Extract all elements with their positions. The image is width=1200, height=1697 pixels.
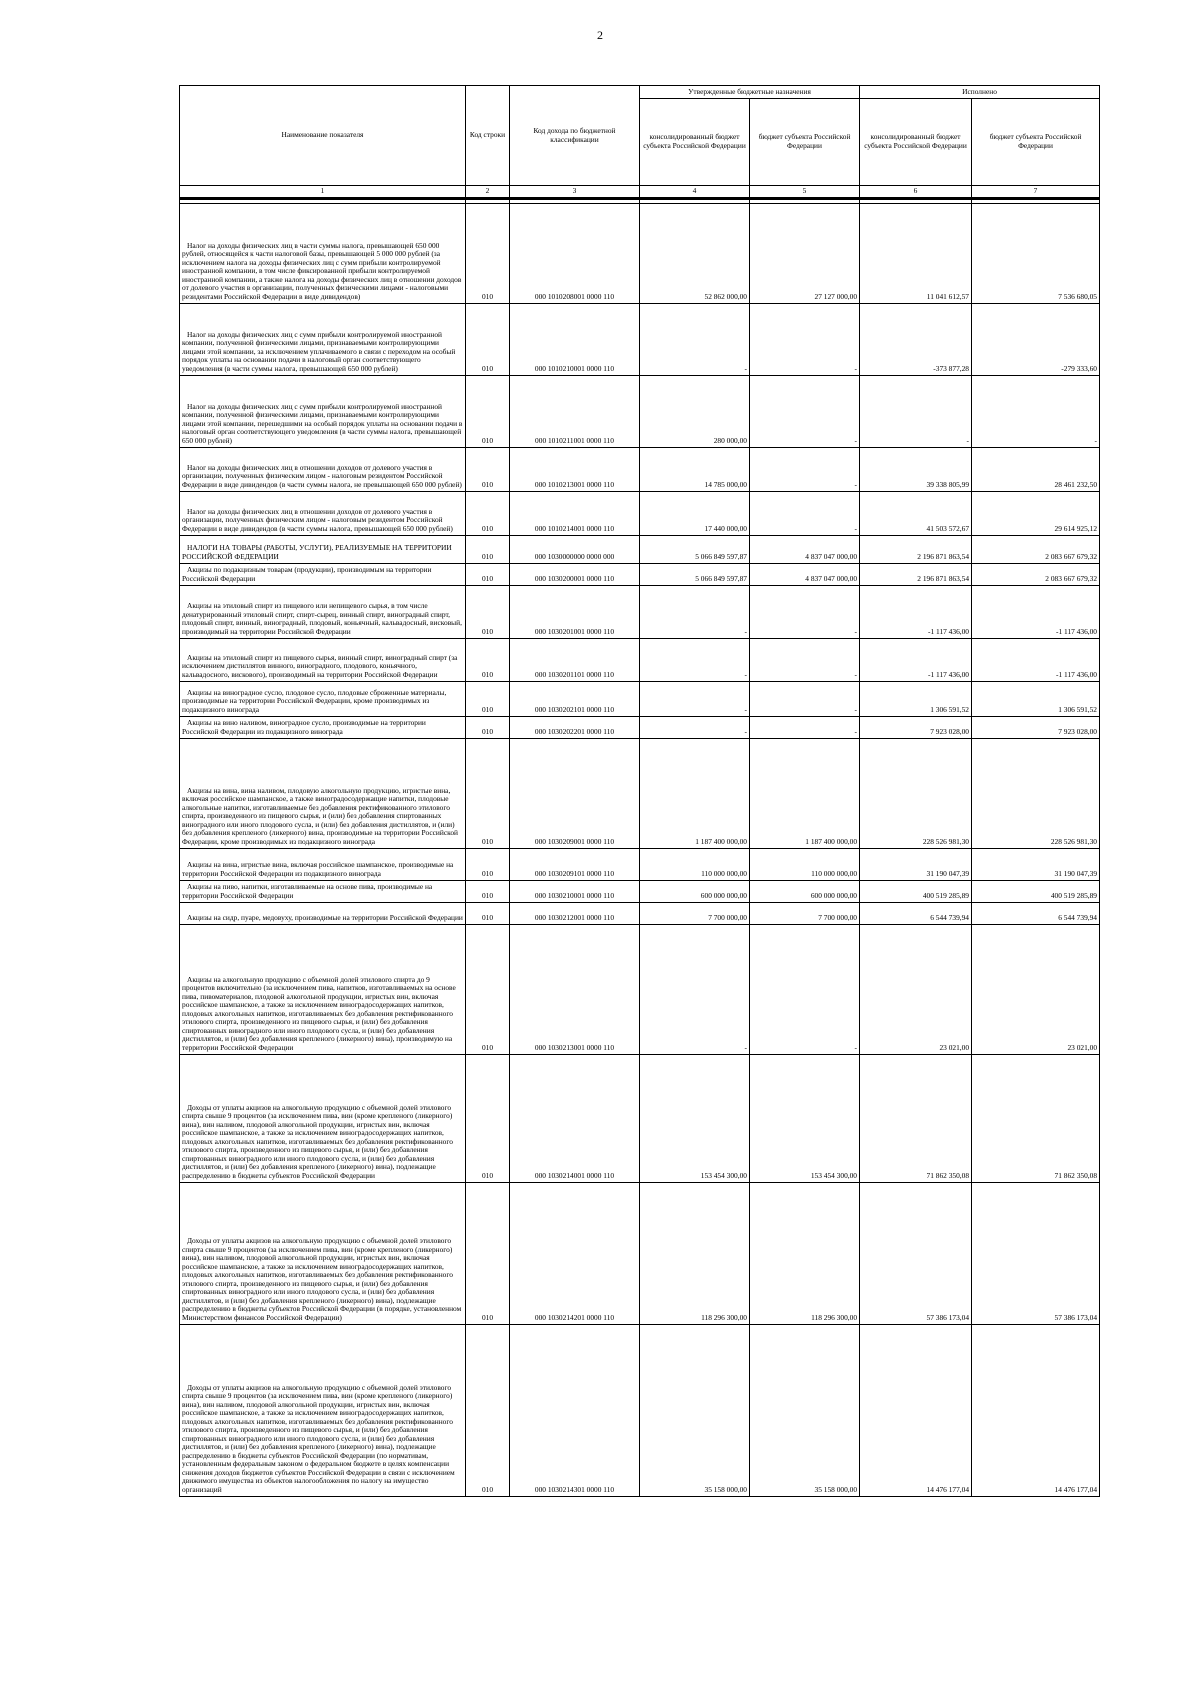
page-number: 2 (597, 28, 603, 42)
row-executed-subject: 7 923 028,00 (972, 716, 1100, 738)
row-line-code: 010 (466, 716, 510, 738)
row-line-code: 010 (466, 535, 510, 563)
row-income-code: 000 1030201101 0000 110 (510, 638, 640, 681)
row-executed-consolidated: 6 544 739,94 (860, 902, 972, 924)
table-row (180, 738, 1100, 848)
row-executed-subject: 31 190 047,39 (972, 848, 1100, 880)
row-name-text: Доходы от уплаты акцизов на алкогольную продукцию с объемной долей этилового спирта свыше 9 процентов (за исключением пива, вин (кроме крепленого (ликерного) вина), вин наливом, плодовой алкогольной продукции, игристых вин, включая российское шампанское, а также за исключением виноградосодержащих напитков, плодовых алкогольных напитков, изготавливаемых без добавления ректификованного этилового спирта, произведенного из пищевого сырья, и (или) без добавления спиртованных виноградного или иного плодового сусла, и (или) без добавления дистиллятов, и (или) без добавления крепленого (ликерного) вина), подлежащие распределению в бюджеты субъектов Российской Федерации (по нормативам, установленным федеральным законом о федеральном бюджете в целях компенсации снижения доходов бюджетов субъектов Российской Федерации в связи с исключением движимого имущества из объектов налогообложения по налогу на имущество организаций (182, 1382, 455, 1494)
row-approved-subject: - (750, 375, 860, 447)
row-approved-subject: 1 187 400 000,00 (750, 738, 860, 848)
row-approved-subject: 7 700 000,00 (750, 902, 860, 924)
row-name (180, 303, 466, 375)
row-line-code: 010 (466, 1182, 510, 1324)
column-number: 7 (972, 186, 1100, 199)
row-income-code: 000 1030202101 0000 110 (510, 681, 640, 716)
row-name (180, 491, 466, 535)
row-approved-subject: - (750, 638, 860, 681)
row-line-code: 010 (466, 902, 510, 924)
row-line-code: 010 (466, 848, 510, 880)
row-executed-subject: 28 461 232,50 (972, 447, 1100, 491)
column-number: 6 (860, 186, 972, 199)
row-approved-consolidated: - (640, 303, 750, 375)
row-approved-consolidated: 7 700 000,00 (640, 902, 750, 924)
row-approved-consolidated: 14 785 000,00 (640, 447, 750, 491)
row-line-code: 010 (466, 203, 510, 303)
row-approved-consolidated: 17 440 000,00 (640, 491, 750, 535)
row-executed-consolidated: - (860, 375, 972, 447)
row-income-code: 000 1030200001 0000 110 (510, 563, 640, 585)
row-executed-consolidated: 71 862 350,08 (860, 1054, 972, 1182)
row-name (180, 375, 466, 447)
row-name (180, 924, 466, 1054)
table-row (180, 447, 1100, 491)
row-approved-subject: - (750, 447, 860, 491)
row-income-code: 000 1030202201 0000 110 (510, 716, 640, 738)
table-row (180, 203, 1100, 303)
row-line-code: 010 (466, 585, 510, 638)
row-name (180, 902, 466, 924)
row-line-code: 010 (466, 1324, 510, 1496)
row-approved-consolidated: - (640, 638, 750, 681)
table-row (180, 1054, 1100, 1182)
row-income-code: 000 1030201001 0000 110 (510, 585, 640, 638)
row-approved-consolidated: 600 000 000,00 (640, 880, 750, 902)
row-approved-subject: - (750, 585, 860, 638)
row-line-code: 010 (466, 447, 510, 491)
column-number: 4 (640, 186, 750, 199)
row-income-code: 000 1030214301 0000 110 (510, 1324, 640, 1496)
row-executed-subject: -279 333,60 (972, 303, 1100, 375)
row-approved-subject: - (750, 924, 860, 1054)
row-executed-consolidated: 41 503 572,67 (860, 491, 972, 535)
row-approved-subject: - (750, 681, 860, 716)
row-name (180, 585, 466, 638)
row-name-text: Акцизы на этиловый спирт из пищевого сырья, винный спирт, виноградный спирт (за исключением дистиллятов винного, виноградного, плодового, коньячного, кальвадосного, вискового), производимый на территории Российской Федерации (182, 652, 458, 679)
row-name (180, 716, 466, 738)
row-executed-subject: 57 386 173,04 (972, 1182, 1100, 1324)
row-executed-consolidated: -373 877,28 (860, 303, 972, 375)
row-executed-subject: -1 117 436,00 (972, 585, 1100, 638)
row-line-code: 010 (466, 563, 510, 585)
row-approved-subject: 153 454 300,00 (750, 1054, 860, 1182)
row-name-text: Доходы от уплаты акцизов на алкогольную продукцию с объемной долей этилового спирта свыше 9 процентов (за исключением пива, вин (кроме крепленого (ликерного) вина), вин наливом, плодовой алкогольной продукции, игристых вин, включая российское шампанское, а также за исключением виноградосодержащих напитков, плодовых алкогольных напитков, изготавливаемых без добавления ректификованного этилового спирта, произведенного из пищевого сырья, и (или) без добавления спиртованных виноградного или иного плодового сусла, и (или) без добавления дистиллятов, и (или) без добавления крепленого (ликерного) вина), подлежащие распределению в бюджеты субъектов Российской Федерации (в порядке, установленном Министерством финансов Российской Федерации) (182, 1236, 462, 1322)
row-executed-consolidated: 1 306 591,52 (860, 681, 972, 716)
row-income-code: 000 1010210001 0000 110 (510, 303, 640, 375)
row-approved-subject: 600 000 000,00 (750, 880, 860, 902)
row-approved-subject: 110 000 000,00 (750, 848, 860, 880)
row-executed-subject: -1 117 436,00 (972, 638, 1100, 681)
row-approved-consolidated: - (640, 716, 750, 738)
row-line-code: 010 (466, 303, 510, 375)
table-row (180, 924, 1100, 1054)
row-approved-subject: - (750, 303, 860, 375)
row-income-code: 000 1030209101 0000 110 (510, 848, 640, 880)
row-approved-subject: 118 296 300,00 (750, 1182, 860, 1324)
row-executed-subject: 7 536 680,05 (972, 203, 1100, 303)
row-line-code: 010 (466, 375, 510, 447)
row-income-code: 000 1030213001 0000 110 (510, 924, 640, 1054)
row-name-text: Акцизы на пиво, напитки, изготавливаемые на основе пива, производимые на территории Российской Федерации (182, 882, 433, 900)
row-line-code: 010 (466, 681, 510, 716)
row-executed-consolidated: 2 196 871 863,54 (860, 535, 972, 563)
table-row (180, 902, 1100, 924)
row-name (180, 1324, 466, 1496)
table-row (180, 681, 1100, 716)
row-name-text: Акцизы на алкогольную продукцию с объемной долей этилового спирта до 9 процентов включительно (за исключением пива, напитков, изготавливаемых на основе пива, пивоматериалов, плодовой алкогольной продукции, игристых вин, включая российское шампанское, а также за исключением виноградосодержащих напитков, плодовых алкогольных напитков, изготавливаемых без добавления ректификованного этилового спирта, произведенного из пищевого сырья, и (или) без добавления спиртованных виноградного или иного плодового сусла, и (или) без добавления дистиллятов, и (или) без добавления крепленого (ликерного) вина), производимую на территории Российской Федерации (182, 974, 456, 1052)
row-income-code: 000 1010213001 0000 110 (510, 447, 640, 491)
row-approved-subject: 4 837 047 000,00 (750, 535, 860, 563)
row-name (180, 535, 466, 563)
row-line-code: 010 (466, 638, 510, 681)
header-executed-subject: бюджет субъекта Российской Федерации (972, 99, 1100, 186)
row-line-code: 010 (466, 491, 510, 535)
row-executed-subject: 71 862 350,08 (972, 1054, 1100, 1182)
header-group-approved: Утвержденные бюджетные назначения (640, 86, 860, 99)
row-executed-subject: - (972, 375, 1100, 447)
row-executed-subject: 2 083 667 679,32 (972, 535, 1100, 563)
table-row (180, 303, 1100, 375)
row-approved-consolidated: - (640, 924, 750, 1054)
row-income-code: 000 1030000000 0000 000 (510, 535, 640, 563)
row-executed-subject: 14 476 177,04 (972, 1324, 1100, 1496)
row-line-code: 010 (466, 924, 510, 1054)
row-executed-consolidated: 23 021,00 (860, 924, 972, 1054)
table-row (180, 375, 1100, 447)
row-income-code: 000 1010208001 0000 110 (510, 203, 640, 303)
row-executed-subject: 23 021,00 (972, 924, 1100, 1054)
budget-report-table (179, 85, 1100, 1497)
row-name (180, 738, 466, 848)
row-executed-subject: 400 519 285,89 (972, 880, 1100, 902)
table-row (180, 638, 1100, 681)
column-number: 5 (750, 186, 860, 199)
row-name (180, 1182, 466, 1324)
column-number: 1 (180, 186, 466, 199)
table-row (180, 1182, 1100, 1324)
row-executed-consolidated: -1 117 436,00 (860, 585, 972, 638)
header-approved-subject: бюджет субъекта Российской Федерации (750, 99, 860, 186)
row-name-text: Акцизы на этиловый спирт из пищевого или непищевого сырья, в том числе денатурированный этиловый спирт, спирт-сырец, винный спирт, виноградный спирт, плодовый спирт, винный, виноградный, плодовый, коньячный, кальвадосный, висковый, производимый на территории Российской Федерации (182, 601, 462, 636)
header-approved-consolidated: консолидированный бюджет субъекта Российской Федерации (640, 99, 750, 186)
row-name (180, 1054, 466, 1182)
row-name (180, 447, 466, 491)
row-executed-subject: 29 614 925,12 (972, 491, 1100, 535)
row-line-code: 010 (466, 880, 510, 902)
row-executed-subject: 1 306 591,52 (972, 681, 1100, 716)
table-row (180, 1324, 1100, 1496)
row-approved-subject: 35 158 000,00 (750, 1324, 860, 1496)
row-approved-subject: - (750, 716, 860, 738)
row-approved-consolidated: 1 187 400 000,00 (640, 738, 750, 848)
row-executed-consolidated: 57 386 173,04 (860, 1182, 972, 1324)
row-name-text: Налог на доходы физических лиц с сумм прибыли контролируемой иностранной компании, полученной физическими лицами, признаваемыми контролирующими лицами этой компании, за исключением уплачиваемого в связи с переходом на особый порядок уплаты на основании подачи в налоговый орган соответствующего уведомления (в части суммы налога, превышающей 650 000 рублей) (182, 329, 456, 373)
table-row (180, 848, 1100, 880)
row-executed-consolidated: 400 519 285,89 (860, 880, 972, 902)
row-name-text: Налог на доходы физических лиц в части суммы налога, превышающей 650 000 рублей, относящейся к части налоговой базы, превышающей 5 000 000 рублей (за исключением налога на доходы физических лиц с сумм прибыли контролируемой иностранной компании, в том числе фиксированной прибыли контролируемой иностранной компании, а также налога на доходы физических лиц в отношении доходов от долевого участия в организации, полученных физическими лицами - налоговыми резидентами Российской Федерации в виде дивидендов) (182, 240, 462, 301)
row-income-code: 000 1010211001 0000 110 (510, 375, 640, 447)
row-name-text: Акцизы на вина, игристые вина, включая российское шампанское, производимые на территории Российской Федерации из подакцизного винограда (182, 860, 454, 878)
header-name: Наименование показателя (180, 86, 466, 186)
row-approved-consolidated: 5 066 849 597,87 (640, 563, 750, 585)
row-income-code: 000 1030214001 0000 110 (510, 1054, 640, 1182)
row-executed-consolidated: 228 526 981,30 (860, 738, 972, 848)
row-name-text: Акцизы на виноградное сусло, плодовое сусло, плодовые сброженные материалы, производимые на территории Российской Федерации, кроме производимых из подакцизного винограда (182, 687, 447, 714)
row-approved-consolidated: 153 454 300,00 (640, 1054, 750, 1182)
row-name (180, 638, 466, 681)
header-income-code: Код дохода по бюджетной классификации (510, 86, 640, 186)
row-executed-consolidated: 2 196 871 863,54 (860, 563, 972, 585)
row-approved-consolidated: - (640, 681, 750, 716)
row-income-code: 000 1030209001 0000 110 (510, 738, 640, 848)
table-row (180, 880, 1100, 902)
row-executed-subject: 2 083 667 679,32 (972, 563, 1100, 585)
row-approved-subject: 27 127 000,00 (750, 203, 860, 303)
table-row (180, 535, 1100, 563)
row-executed-consolidated: 31 190 047,39 (860, 848, 972, 880)
row-name (180, 681, 466, 716)
row-income-code: 000 1010214001 0000 110 (510, 491, 640, 535)
row-name-text: Акцизы на вино наливом, виноградное сусло, производимые на территории Российской Федерации из подакцизного винограда (182, 718, 426, 736)
row-executed-consolidated: 11 041 612,57 (860, 203, 972, 303)
row-executed-consolidated: -1 117 436,00 (860, 638, 972, 681)
table-row (180, 716, 1100, 738)
row-name (180, 880, 466, 902)
row-approved-consolidated: 280 000,00 (640, 375, 750, 447)
row-income-code: 000 1030212001 0000 110 (510, 902, 640, 924)
row-executed-consolidated: 7 923 028,00 (860, 716, 972, 738)
row-approved-subject: 4 837 047 000,00 (750, 563, 860, 585)
row-approved-consolidated: 35 158 000,00 (640, 1324, 750, 1496)
row-name-text: Налог на доходы физических лиц в отношении доходов от долевого участия в организации, полученных физическим лицом - налоговым резидентом Российской Федерации в виде дивидендов (в части суммы налога, превышающей 650 000 рублей) (182, 506, 453, 533)
row-approved-consolidated: 118 296 300,00 (640, 1182, 750, 1324)
header-line-code: Код строки (466, 86, 510, 186)
row-income-code: 000 1030214201 0000 110 (510, 1182, 640, 1324)
header-executed-consolidated: консолидированный бюджет субъекта Российской Федерации (860, 99, 972, 186)
row-approved-consolidated: - (640, 585, 750, 638)
row-name-text: Акцизы на вина, вина наливом, плодовую алкогольную продукцию, игристые вина, включая российское шампанское, а также виноградосодержащие напитки, плодовые алкогольные напитки, изготавливаемые без добавления ректификованного этилового спирта, произведенного из пищевого сырья, и (или) без добавления спиртованных виноградного или иного плодового сусла, и (или) без добавления дистиллятов, и (или) без добавления крепленого (ликерного) вина, производимые на территории Российской Федерации, кроме производимых из подакцизного винограда (182, 785, 458, 846)
row-name-text: Доходы от уплаты акцизов на алкогольную продукцию с объемной долей этилового спирта свыше 9 процентов (за исключением пива, вин (кроме крепленого (ликерного) вина), вин наливом, плодовой алкогольной продукции, игристых вин, включая российское шампанское, а также за исключением виноградосодержащих напитков, плодовых алкогольных напитков, изготавливаемых без добавления ректификованного этилового спирта, произведенного из пищевого сырья, и (или) без добавления спиртованных виноградного или иного плодового сусла, и (или) без добавления дистиллятов, и (или) без добавления крепленого (ликерного) вина), подлежащие распределению в бюджеты субъектов Российской Федерации (182, 1102, 453, 1180)
column-number: 3 (510, 186, 640, 199)
row-name-text: Налог на доходы физических лиц с сумм прибыли контролируемой иностранной компании, полученной физическими лицами, признаваемыми контролирующими лицами этой компании, перешедшими на особый порядок уплаты на основании подачи в налоговый орган соответствующего уведомления (в части суммы налога, превышающей 650 000 рублей) (182, 401, 463, 445)
row-line-code: 010 (466, 1054, 510, 1182)
table-row (180, 563, 1100, 585)
row-name (180, 848, 466, 880)
row-executed-consolidated: 39 338 805,99 (860, 447, 972, 491)
row-executed-subject: 6 544 739,94 (972, 902, 1100, 924)
row-approved-consolidated: 110 000 000,00 (640, 848, 750, 880)
row-approved-consolidated: 5 066 849 597,87 (640, 535, 750, 563)
row-name-text: Налог на доходы физических лиц в отношении доходов от долевого участия в организации, полученных физическим лицом - налоговым резидентом Российской Федерации в виде дивидендов (в части суммы налога, не превышающей 650 000 рублей) (182, 462, 462, 489)
row-executed-consolidated: 14 476 177,04 (860, 1324, 972, 1496)
row-name-text: Акцизы на сидр, пуаре, медовуху, производимые на территории Российской Федерации (187, 913, 463, 922)
row-name (180, 203, 466, 303)
row-approved-subject: - (750, 491, 860, 535)
table-row (180, 491, 1100, 535)
row-name-text: НАЛОГИ НА ТОВАРЫ (РАБОТЫ, УСЛУГИ), РЕАЛИЗУЕМЫЕ НА ТЕРРИТОРИИ РОССИЙСКОЙ ФЕДЕРАЦИИ (182, 543, 452, 561)
row-name-text: Акцизы по подакцизным товарам (продукции), производимым на территории Российской Федерации (182, 565, 432, 583)
row-income-code: 000 1030210001 0000 110 (510, 880, 640, 902)
row-executed-subject: 228 526 981,30 (972, 738, 1100, 848)
row-approved-consolidated: 52 862 000,00 (640, 203, 750, 303)
table-row (180, 585, 1100, 638)
row-name (180, 563, 466, 585)
row-line-code: 010 (466, 738, 510, 848)
header-group-executed: Исполнено (860, 86, 1100, 99)
column-number: 2 (466, 186, 510, 199)
